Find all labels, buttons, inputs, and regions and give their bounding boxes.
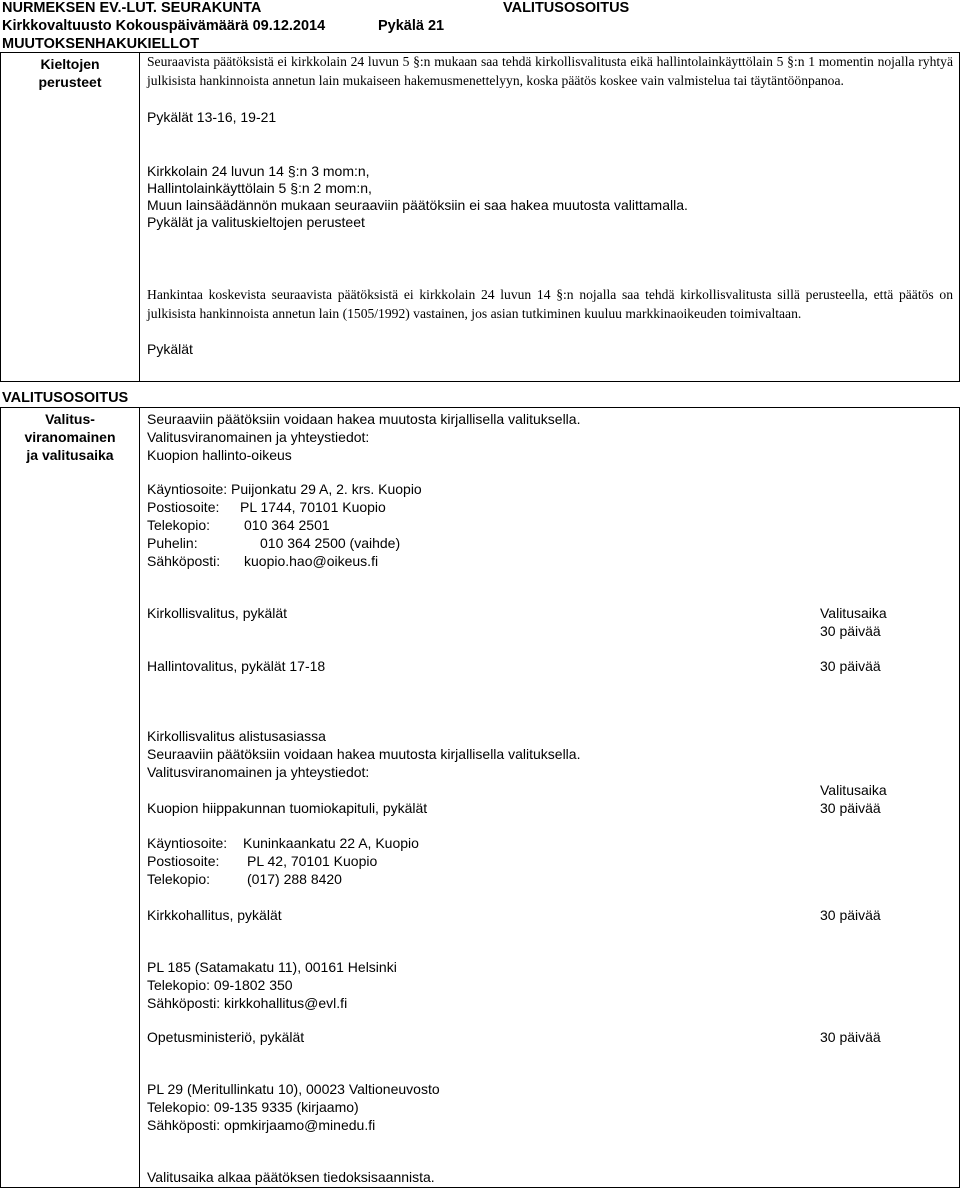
chapter-period-value: 30 päivää bbox=[820, 800, 881, 816]
appeal-label-line1: Valitus- bbox=[45, 411, 95, 427]
court-email-value: kuopio.hao@oikeus.fi bbox=[244, 553, 379, 569]
appeal-section-title: VALITUSOSOITUS bbox=[2, 390, 129, 406]
ban-section-title: MUUTOKSENHAKUKIELLOT bbox=[2, 36, 200, 52]
law-pykalat: Pykälät ja valituskieltojen perusteet bbox=[147, 214, 365, 230]
ban-label-line1: Kieltojen bbox=[40, 56, 100, 72]
appeal-intro: Seuraaviin päätöksiin voidaan hakea muutosta kirjallisella valituksella. bbox=[147, 411, 581, 427]
law-line-3: Muun lainsäädännön mukaan seuraaviin päätöksiin ei saa hakea muutosta valittamalla. bbox=[147, 197, 688, 213]
chapter-visit-label: Käyntiosoite: bbox=[147, 835, 228, 851]
ministry-email: Sähköposti: opmkirjaamo@minedu.fi bbox=[147, 1117, 376, 1133]
ban-paragraph-1: Seuraavista päätöksistä ei kirkkolain 24 luvun 5 §:n mukaan saa tehdä kirkollisvalitusta eikä hallintolainkäyttölain 5 §:n 1 momentin nojalla ryhtyä julkisista hankinnoista annetun lain mukaiseen hakemusmenettelyyn, koska päätös koskee vain valmistelua tai täytäntöönpanoa. bbox=[147, 54, 953, 88]
submission-intro: Seuraaviin päätöksiin voidaan hakea muutosta kirjallisella valituksella. bbox=[147, 746, 581, 762]
admin-appeal-period-value: 30 päivää bbox=[820, 658, 881, 674]
ban-label-box bbox=[0, 52, 140, 382]
appeal-label-line2: viranomainen bbox=[24, 429, 116, 445]
board-address: PL 185 (Satamakatu 11), 00161 Helsinki bbox=[147, 959, 397, 975]
submission-title: Kirkollisvalitus alistusasiassa bbox=[147, 728, 326, 744]
church-appeal-label: Kirkollisvalitus, pykälät bbox=[147, 605, 288, 621]
appeal-period-footer: Valitusaika alkaa päätöksen tiedoksisaannista. bbox=[147, 1169, 435, 1185]
submission-contact-heading: Valitusviranomainen ja yhteystiedot: bbox=[147, 764, 370, 780]
court-postal-value: PL 1744, 70101 Kuopio bbox=[240, 499, 386, 515]
chapter-fax-label: Telekopio: bbox=[147, 871, 211, 887]
ban-label-line2: perusteet bbox=[38, 74, 102, 90]
ban-paragraph-1-pykalat: Pykälät 13-16, 19-21 bbox=[147, 109, 277, 125]
chapter-period-label: Valitusaika bbox=[820, 782, 887, 798]
appeal-contact-heading: Valitusviranomainen ja yhteystiedot: bbox=[147, 429, 370, 445]
admin-appeal-label: Hallintovalitus, pykälät 17-18 bbox=[147, 658, 326, 674]
organization-name: NURMEKSEN EV.-LUT. SEURAKUNTA bbox=[2, 0, 262, 16]
appeal-label-box bbox=[0, 407, 140, 1188]
court-email-label: Sähköposti: bbox=[147, 553, 221, 569]
ministry-address: PL 29 (Meritullinkatu 10), 00023 Valtioneuvosto bbox=[147, 1081, 440, 1097]
chapter-visit-value: Kuninkaankatu 22 A, Kuopio bbox=[243, 835, 419, 851]
court-postal-label: Postiosoite: bbox=[147, 499, 220, 515]
church-appeal-period-label: Valitusaika bbox=[820, 605, 887, 621]
appeal-label-line3: ja valitusaika bbox=[26, 447, 114, 463]
law-line-2: Hallintolainkäyttölain 5 §:n 2 mom:n, bbox=[147, 180, 372, 196]
court-phone-value: 010 364 2500 (vaihde) bbox=[260, 535, 401, 551]
court-phone-label: Puhelin: bbox=[147, 535, 198, 551]
court-name: Kuopion hallinto-oikeus bbox=[147, 447, 292, 463]
law-line-1: Kirkkolain 24 luvun 14 §:n 3 mom:n, bbox=[147, 163, 370, 179]
ministry-fax: Telekopio: 09-135 9335 (kirjaamo) bbox=[147, 1099, 359, 1115]
ban-paragraph-2: Hankintaa koskevista seuraavista päätöksistä ei kirkkolain 24 luvun 14 §:n nojalla saa tehdä kirkollisvalitusta sillä perusteella, että päätös on julkisista hankinnoista annetun lain (1505/1992) vastainen, jos asian tutkiminen kuuluu markkinaoikeuden toimivaltaan. bbox=[147, 287, 953, 321]
ban-paragraph-2-pykalat: Pykälät bbox=[147, 341, 193, 357]
document-type-title: VALITUSOSOITUS bbox=[503, 0, 630, 16]
court-visit-address: Käyntiosoite: Puijonkatu 29 A, 2. krs. Kuopio bbox=[147, 481, 422, 497]
church-appeal-period-value: 30 päivää bbox=[820, 623, 881, 639]
chapter-postal-value: PL 42, 70101 Kuopio bbox=[247, 853, 378, 869]
paragraph-number: Pykälä 21 bbox=[378, 18, 445, 34]
board-period-value: 30 päivää bbox=[820, 907, 881, 923]
ministry-period-value: 30 päivää bbox=[820, 1029, 881, 1045]
chapter-postal-label: Postiosoite: bbox=[147, 853, 220, 869]
board-fax: Telekopio: 09-1802 350 bbox=[147, 977, 293, 993]
court-fax-label: Telekopio: bbox=[147, 517, 211, 533]
court-fax-value: 010 364 2501 bbox=[244, 517, 330, 533]
ministry-name: Opetusministeriö, pykälät bbox=[147, 1029, 305, 1045]
board-name: Kirkkohallitus, pykälät bbox=[147, 907, 282, 923]
meeting-date-line: Kirkkovaltuusto Kokouspäivämäärä 09.12.2014 bbox=[2, 18, 326, 34]
chapter-name: Kuopion hiippakunnan tuomiokapituli, pykälät bbox=[147, 800, 428, 816]
board-email: Sähköposti: kirkkohallitus@evl.fi bbox=[147, 995, 348, 1011]
chapter-fax-value: (017) 288 8420 bbox=[247, 871, 342, 887]
